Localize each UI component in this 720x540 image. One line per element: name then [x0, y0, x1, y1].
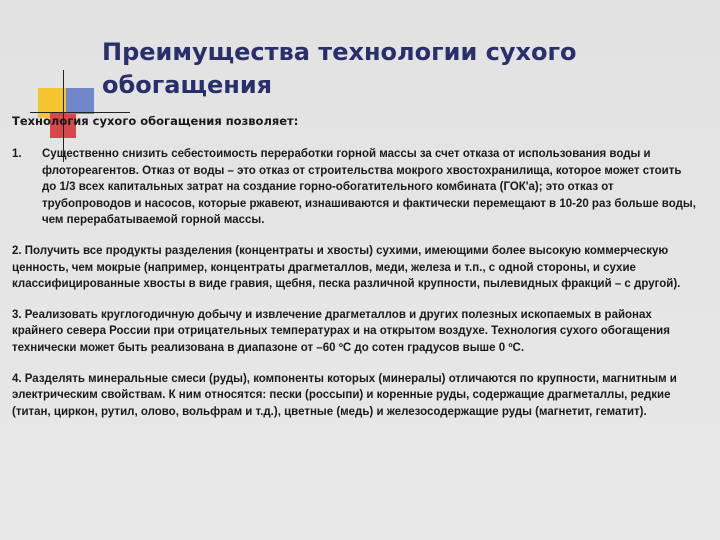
intro-text: Технология сухого обогащения позволяет:	[12, 114, 299, 128]
list-item-1-number: 1.	[12, 148, 22, 160]
list-item-1	[12, 146, 696, 229]
list-item-2: 2. Получить все продукты разделения (концентраты и хвосты) сухими, имеющими более высокую коммерческую ценность, чем мокрые (например, концентраты драгметаллов, меди, железа и т.п., с одной стороны, и сухие классифицированные хвосты в виде гравия, щебня, песка различной крупности, пылевидных фракций – с другой).	[12, 244, 681, 291]
slide-title: Преимущества технологии сухого обогащения	[102, 38, 577, 99]
list-item-3: 3. Реализовать круглогодичную добычу и извлечение драгметаллов и других полезных ископаемых в районах крайнего севера России при отрицательных температурах и на открытом воздухе. Технология сухого обогащения технически может быть реализована в диапазоне от –60 ºC до сотен градусов выше 0 ºC.	[12, 308, 670, 354]
slide-content	[12, 146, 696, 420]
deco-blue-square	[66, 88, 94, 114]
list-item-1-text: Существенно снизить себестоимость переработки горной массы за счет отказа от использования воды и флотореагентов. Отказ от воды – это отказ от строительства мокрого хвостохранилища, которое может стоить до 1/3 всех капитальных затрат на создание горно-обогатительного комбината (ГОК'а); это отказ от трубопроводов и насосов, которые ржавеют, изнашиваются и фактически перемещают в 10-20 раз больше воды, чем перерабатываемой горной массы.	[42, 148, 696, 227]
deco-horizontal-line	[30, 112, 130, 113]
list-item-4: 4. Разделять минеральные смеси (руды), компоненты которых (минералы) отличаются по крупности, магнитным и электрическим свойствам. К ним относятся: пески (россыпи) и коренные руды, содержащие драгметаллы, редкие (титан, циркон, рутил, олово, вольфрам и т.д.), цветные (медь) и железосодержащие руды (магнетит, гематит).	[12, 372, 677, 418]
